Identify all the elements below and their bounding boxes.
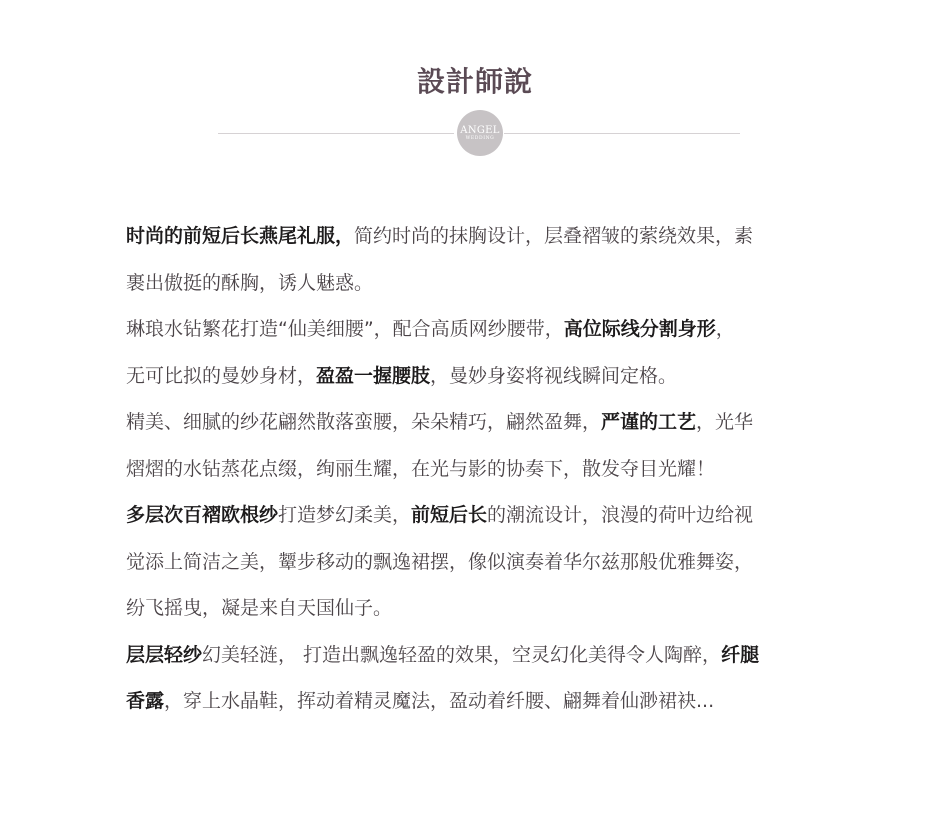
body-text: 幻美轻涟， 打造出飘逸轻盈的效果，空灵幻化美得令人陶醉，	[202, 643, 722, 666]
body-text: 熠熠的水钻蒸花点缀，绚丽生耀，在光与影的协奏下，散发夺目光耀！	[126, 457, 716, 480]
body-text: 打造梦幻柔美，	[278, 504, 412, 526]
text-line	[126, 260, 846, 307]
logo-text-main: ANGEL	[460, 124, 500, 136]
text-line	[126, 678, 846, 725]
text-line	[126, 353, 846, 400]
body-text: 纷飞摇曳，凝是来自天国仙子。	[126, 597, 393, 619]
text-line	[126, 213, 846, 260]
highlight-text: 盈盈一握腰肢	[316, 364, 431, 387]
highlight-text: 严谨的工艺	[601, 411, 697, 433]
highlight-text: 前短后长	[411, 504, 488, 526]
body-text: ，曼妙身姿将视线瞬间定格。	[430, 364, 678, 387]
text-line	[126, 492, 846, 539]
text-line	[126, 306, 846, 353]
body-text: 琳琅水钻繁花打造“仙美细腰”，配合高质网纱腰带，	[126, 318, 564, 340]
brand-logo-badge	[457, 110, 503, 156]
body-text: ，	[715, 318, 735, 340]
text-line	[126, 585, 846, 632]
designer-description	[126, 213, 846, 725]
text-line	[126, 632, 846, 679]
highlight-text: 纤腿	[721, 643, 760, 666]
logo-text-sub: WEDDING	[465, 135, 495, 141]
body-text: ，光华	[696, 411, 754, 433]
title-divider-right	[504, 133, 740, 134]
page-title: 設計師說	[416, 65, 533, 98]
highlight-text: 香露	[126, 690, 165, 712]
body-text: 简约时尚的抹胸设计，层叠褶皱的萦绕效果，素	[354, 225, 754, 247]
text-line	[126, 539, 846, 586]
body-text: 觉添上简洁之美，颦步移动的飘逸裙摆，像似演奏着华尔兹那般优雅舞姿，	[126, 550, 754, 573]
body-text: 无可比拟的曼妙身材，	[126, 364, 317, 387]
text-line	[126, 399, 846, 446]
body-text: 裹出傲挺的酥胸，诱人魅惑。	[126, 271, 374, 294]
body-text: 的潮流设计，浪漫的荷叶边给视	[487, 504, 754, 526]
body-text: 精美、细腻的纱花翩然散落蛮腰，朵朵精巧，翩然盈舞，	[126, 411, 602, 433]
title-divider-left	[218, 133, 454, 134]
highlight-text: 多层次百褶欧根纱	[126, 504, 279, 526]
highlight-text: 层层轻纱	[126, 643, 203, 666]
highlight-text: 高位际线分割身形	[563, 318, 716, 340]
text-line	[126, 446, 846, 493]
highlight-text: 时尚的前短后长燕尾礼服，	[126, 225, 355, 247]
body-text: ，穿上水晶鞋，挥动着精灵魔法，盈动着纤腰、翩舞着仙渺裙袂...	[164, 690, 715, 712]
